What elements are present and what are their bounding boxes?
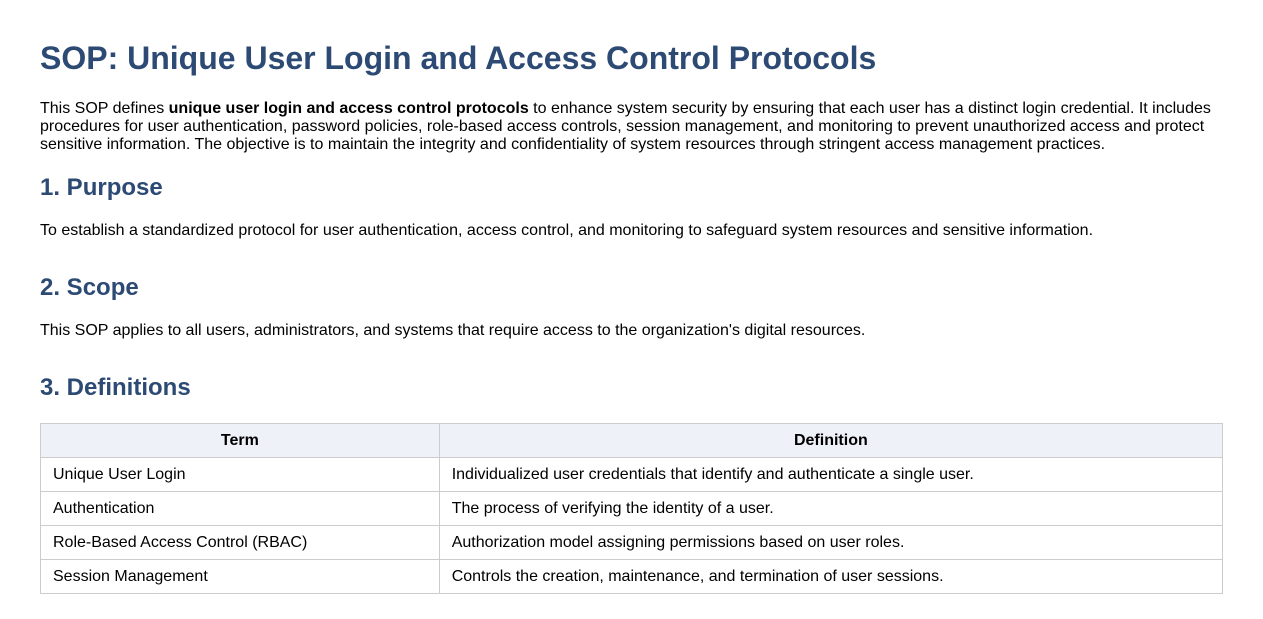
- definition-cell: Controls the creation, maintenance, and termination of user sessions.: [439, 560, 1222, 594]
- section-text-scope: This SOP applies to all users, administrators, and systems that require access to the organization's digital resources.: [40, 322, 866, 339]
- table-row: [41, 492, 1223, 526]
- intro-bold-text: unique user login and access control protocols: [168, 100, 529, 117]
- definitions-table: [40, 423, 1223, 594]
- intro-text-start: This SOP defines: [40, 100, 169, 117]
- table-row: [41, 560, 1223, 594]
- term-cell: Role-Based Access Control (RBAC): [41, 526, 440, 560]
- page-title: SOP: Unique User Login and Access Control Protocols: [40, 40, 877, 76]
- term-cell: Unique User Login: [41, 458, 440, 492]
- column-header-term: Term: [41, 424, 440, 458]
- section-heading-purpose: 1. Purpose: [40, 174, 163, 201]
- term-cell: Authentication: [41, 492, 440, 526]
- term-cell: Session Management: [41, 560, 440, 594]
- definition-cell: Individualized user credentials that identify and authenticate a single user.: [439, 458, 1222, 492]
- section-text-purpose: To establish a standardized protocol for user authentication, access control, and monitoring to safeguard system resources and sensitive information.: [40, 222, 1094, 239]
- intro-paragraph: [40, 100, 1223, 154]
- table-row: [41, 458, 1223, 492]
- table-header-row: [41, 424, 1223, 458]
- intro-text-end: to enhance system security by ensuring that each user has a distinct login credential. It includes procedures for user authentication, password policies, role-based access controls, session management, and monitoring to prevent unauthorized access and protect sensitive information. The objective is to maintain the integrity and confidentiality of system resources through stringent access management practices.: [40, 100, 1211, 153]
- definition-cell: The process of verifying the identity of a user.: [439, 492, 1222, 526]
- table-row: [41, 526, 1223, 560]
- section-heading-scope: 2. Scope: [40, 274, 139, 301]
- definition-cell: Authorization model assigning permissions based on user roles.: [439, 526, 1222, 560]
- column-header-definition: Definition: [439, 424, 1222, 458]
- section-heading-definitions: 3. Definitions: [40, 374, 191, 401]
